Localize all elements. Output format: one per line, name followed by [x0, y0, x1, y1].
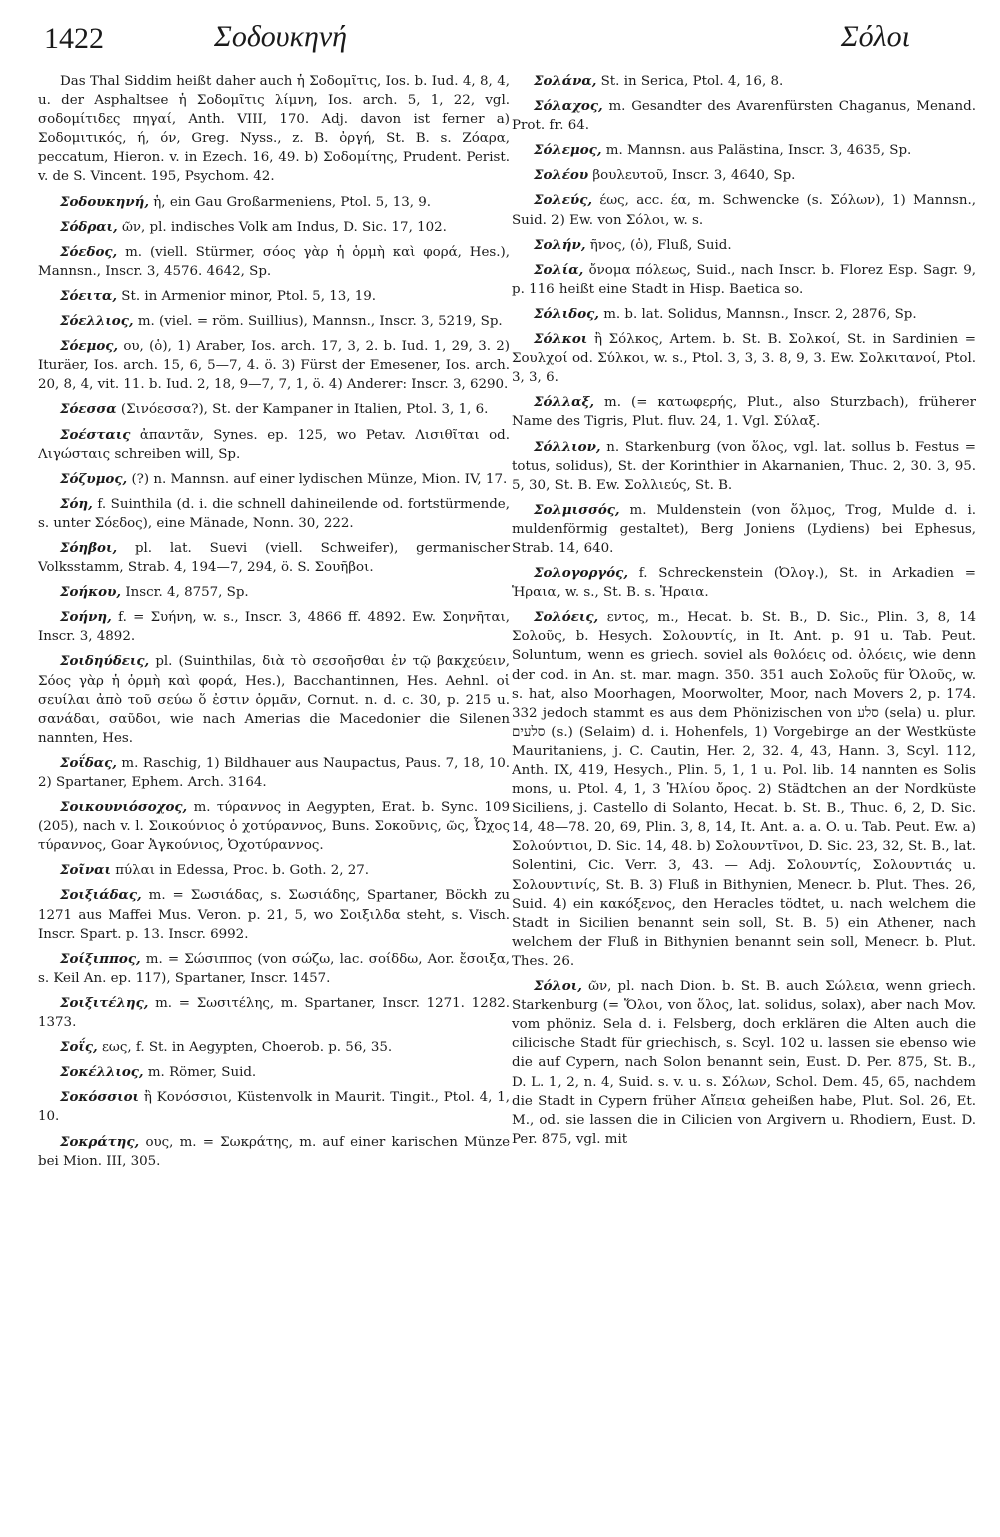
entry-text: m. Mannsn. aus Palästina, Inscr. 3, 4635, Sp.	[605, 143, 912, 159]
dictionary-entry	[512, 191, 976, 229]
entry-text: m. = Σωσιτέλης, m. Spartaner, Inscr. 1271. 1282. 1373.	[38, 995, 510, 1031]
entry-headword: Σόη,	[60, 495, 93, 512]
dictionary-entry	[38, 886, 510, 943]
entry-text: m. Gesandter des Avarenfürsten Chaganus, Menand. Prot. fr. 64.	[512, 99, 976, 134]
dictionary-entry	[512, 72, 976, 91]
dictionary-entry	[512, 330, 976, 387]
dictionary-entry	[38, 312, 510, 331]
dictionary-entry	[38, 994, 510, 1032]
entry-text: pl. lat. Suevi (viell. Schweifer), germanischer Volksstamm, Strab. 4, 194—7, 294, ö. S. Σουῆβοι.	[38, 540, 510, 576]
dictionary-entry	[38, 950, 510, 988]
entry-text: m. (viell. Stürmer, σόος γὰρ ἡ ὁρμὴ καὶ φορά, Hes.), Mannsn., Inscr. 3, 4576. 4642, Sp.	[38, 244, 510, 279]
dictionary-entry	[512, 305, 976, 324]
entry-text: ἡ, ein Gau Großarmeniens, Ptol. 5, 13, 9.	[153, 194, 432, 210]
entry-headword: Σοέσταις	[60, 426, 131, 443]
entry-text: ῶν, pl. indisches Volk am Indus, D. Sic. 17, 102.	[121, 219, 447, 235]
entry-headword: Σοικουνιόσοχος,	[60, 799, 188, 816]
entry-text: ὄνομα πόλεως, Suid., nach Inscr. b. Florez Esp. Sagr. 9, p. 116 heißt eine Stadt in Hisp. Baetica so.	[512, 262, 976, 297]
entry-headword: Σοήκου,	[60, 584, 122, 601]
entry-headword: Σόλεμος,	[534, 142, 602, 159]
entry-headword: Σόλκοι	[534, 331, 588, 348]
entry-headword: Σοιξιάδας,	[60, 887, 142, 904]
page-number: 1422	[44, 22, 104, 55]
entry-headword: Σολμισσός,	[534, 501, 620, 518]
entry-text: f. Schreckenstein (Ὀλογ.), St. in Arkadien = Ἡραια, w. s., St. B. s. Ἡραια.	[512, 566, 976, 601]
dictionary-entry	[38, 337, 510, 394]
entry-headword: Σόλαχος,	[534, 98, 603, 115]
left-running-headword: Σοδουκηνή	[214, 20, 348, 53]
entry-headword: Σόζυμος,	[60, 470, 128, 487]
entry-headword: Σόλλιον,	[534, 438, 601, 455]
page-header	[34, 14, 970, 62]
dictionary-entry	[512, 438, 976, 495]
entry-text: Inscr. 4, 8757, Sp.	[125, 585, 249, 601]
entry-headword: Σόεμος,	[60, 338, 119, 355]
dictionary-entry	[38, 798, 510, 855]
entry-text: pl. (Suinthilas, διὰ τὸ σεσοῆσθαι ἐν τῷ βακχεύειν, Σόος γὰρ ἡ ὁρμὴ καὶ φορά, Hes.), Bacchantinnen, Hes. Aehnl. οἱ σευίλαι ἀπὸ τοῦ σεύω ὅ ἐστιν ὁρμᾶν, Cornut. n. d. c. 30, p. 215 u. σανάδαι, σαῦδοι, wie nach Amerias die Macedonier die Silenen nannten, Hes.	[38, 654, 510, 746]
dictionary-entry	[38, 583, 510, 602]
entry-headword: Σοκέλλιος,	[60, 1064, 144, 1081]
entry-headword: Σόειτα,	[60, 287, 117, 304]
entry-headword: Σόλλαξ,	[534, 394, 595, 411]
entry-text: ἢ Σόλκος, Artem. b. St. B. Σολκοί, St. in Sardinien = Σουλχοί od. Σύλκοι, w. s., Ptol. 3, 3, 3. 8, 9, 3. Ew. Σολκιτανοί, Ptol. 3, 3, 6.	[512, 332, 976, 386]
entry-text: ῆνος, (ὁ), Fluß, Suid.	[589, 237, 732, 253]
entry-headword: Σόηβοι,	[60, 539, 118, 556]
right-running-headword: Σόλοι	[840, 20, 910, 53]
entry-text: βουλευτοῦ, Inscr. 3, 4640, Sp.	[592, 168, 796, 184]
entry-headword: Σοιδηύδεις,	[60, 653, 150, 670]
dictionary-entry	[512, 261, 976, 299]
dictionary-entry	[38, 1038, 510, 1057]
entry-text: n. Starkenburg (von ὅλος, vgl. lat. sollus b. Festus = totus, solidus), St. der Korinthier in Akarnanien, Thuc. 2, 30. 3, 95. 5, 30, St. B. Ew. Σολλιεύς, St. B.	[512, 439, 976, 493]
entry-headword: Σοΐδας,	[60, 754, 117, 771]
right-column	[512, 72, 976, 1527]
dictionary-entry	[512, 97, 976, 135]
entry-text: ου, (ὁ), 1) Araber, Ios. arch. 17, 3, 2. b. Iud. 1, 29, 3. 2) Ituräer, Ios. arch. 15, 6, 5—7, 4. ö. 3) Fürst der Emesener, Ios. arch. 20, 8, 4, vit. 11. b. Iud. 2, 18, 9—7, 7, 1, ö. 4) Anderer: Inscr. 3, 6290.	[38, 339, 510, 393]
entry-text: m. Raschig, 1) Bildhauer aus Naupactus, Paus. 7, 18, 10. 2) Spartaner, Ephem. Arch. 3164.	[38, 755, 510, 790]
entry-headword: Σοδουκηνή,	[60, 193, 150, 210]
dictionary-entry	[38, 754, 510, 792]
entry-text: ἢ Κονόσσιοι, Küstenvolk in Maurit. Tingit., Ptol. 4, 1, 10.	[38, 1090, 510, 1125]
entry-headword: Σοήνη,	[60, 609, 112, 626]
dictionary-entry	[38, 470, 510, 489]
entry-headword: Σολέου	[534, 167, 589, 184]
dictionary-entry	[38, 193, 510, 212]
entry-headword: Σόεσσα	[60, 401, 117, 418]
entry-headword: Σολεύς,	[534, 192, 593, 209]
dictionary-entry	[38, 218, 510, 237]
entry-headword: Σολήν,	[534, 236, 586, 253]
entry-text: m. τύραννος in Aegypten, Erat. b. Sync. 109 (205), nach v. l. Σοικούνιος ὁ χοτύραννος, Buns. Σοκοῦνις, ῶς, Ὦχος τύραννος, Goar Ἀγκούνιος, Ὀχοτύραννος.	[38, 800, 510, 854]
entry-headword: Σολογοργός,	[534, 565, 628, 582]
entry-text: ους, m. = Σωκράτης, m. auf einer karischen Münze bei Mion. III, 305.	[38, 1134, 510, 1169]
entry-headword: Σοῖναι	[60, 862, 111, 879]
entry-text: εντος, m., Hecat. b. St. B., D. Sic., Plin. 3, 8, 14 Σολοῦς, b. Hesych. Σολουντίς, in It. Ant. p. 91 u. Tab. Peut. Soluntum, wenn es griech. soviel als θολόεις od. ὀλόεις, wie denn der cod. in An. st. mar. magn. 350. 351 auch Σολοῦς für Ὀλοῦς, w. s. hat, also Moorhagen, Moorwolter, Moor, nach Movers 2, p. 174. 332 jedoch stammt es aus dem Phönizischen von סלע (sela) u. plur. סלעים (s.) (Selaim) d. i. Hohenfels, 1) Vorgebirge an der Westküste Mauritaniens, j. C. Cautin, Her. 2, 32. 4, 43, Hann. 3, Scyl. 112, Anth. IX, 419, Hesych., Plin. 5, 1, 1 u. Pol. lib. 14 nannten es Solis mons, u. Ptol. 4, 1, 3 Ἡλίου ὄρος. 2) Städtchen an der Nordküste Siciliens, j. Castello di Solanto, Hecat. b. St. B., Thuc. 6, 2, D. Sic. 14, 48—78. 20, 69, Plin. 3, 8, 14, It. Ant. a. a. O. u. Tab. Peut. Ew. a) Σολούντιοι, D. Sic. 14, 48. b) Σολουντῖνοι, D. Sic. 23, 32, St. B., lat. Solentini, Cic. Verr. 3, 43. — Adj. Σολουντίς, Σολουντιάς u. Σολουντινίς, St. B. 3) Fluß in Bithynien, Menecr. b. Plut. Thes. 26, Suid. 4) ein κακόξενος, den Heracles tödtet, u. nach welchem die Stadt in Sicilien benannt sein soll, St. B. 5) ein Athener, nach welchem der Fluß in Bithynien benannt sein soll, Menecr. b. Plut. Thes. 26.	[512, 610, 976, 969]
dictionary-entry	[38, 287, 510, 306]
entry-headword: Σόδραι,	[60, 218, 118, 235]
dictionary-entry	[38, 652, 510, 747]
entry-text: St. in Serica, Ptol. 4, 16, 8.	[600, 74, 784, 89]
dictionary-entry	[512, 166, 976, 185]
entry-headword: Σοκόσσιοι	[60, 1089, 140, 1106]
dictionary-entry	[38, 608, 510, 646]
entry-headword: Σόλοι,	[534, 978, 582, 995]
dictionary-entry	[512, 236, 976, 255]
dictionary-entry	[38, 1133, 510, 1171]
entry-headword: Σοίξιππος,	[60, 950, 141, 967]
entry-text: ῶν, pl. nach Dion. b. St. B. auch Σώλεια, wenn griech. Starkenburg (= Ὅλοι, von ὅλος, lat. solidus, solax), aber nach Mov. vom phöniz. Sela d. i. Felsberg, doch erklären die Alten auch die cilicische Stadt für griechisch, s. Scyl. 102 u. lassen sie ebenso wie die auf Cypern, nach Solon benannt sein, Eust. D. Per. 875, St. B., D. L. 1, 2, n. 4, Suid. s. v. u. s. Σόλων, Schol. Dem. 45, 65, nachdem die Stadt in Cypern früher Αἴπεια geheißen habe, Plut. Sol. 26, Et. M., od. sie lassen die in Cilicien von Argivern u. Rhodiern, Eust. D. Per. 875, vgl. mit	[512, 979, 976, 1147]
dictionary-entry	[38, 243, 510, 281]
entry-text: f. = Συήνη, w. s., Inscr. 3, 4866 ff. 4892. Ew. Σοηνῆται, Inscr. 3, 4892.	[38, 610, 510, 645]
dictionary-entry	[38, 1088, 510, 1126]
entry-text: ἀπαντᾶν, Synes. ep. 125, wo Petav. Λισιθῖται od. Λιγώσταις schreiben will, Sp.	[38, 427, 510, 462]
entry-text: έως, acc. έα, m. Schwencke (s. Σόλων), 1) Mannsn., Suid. 2) Ew. von Σόλοι, w. s.	[512, 193, 976, 228]
dictionary-entry	[512, 393, 976, 431]
entry-text: m. b. lat. Solidus, Mannsn., Inscr. 2, 2876, Sp.	[603, 306, 917, 322]
dictionary-entry	[38, 539, 510, 577]
dictionary-entry	[38, 72, 510, 187]
entry-text: St. in Armenior minor, Ptol. 5, 13, 19.	[121, 288, 377, 304]
entry-text: εως, f. St. in Aegypten, Choerob. p. 56, 35.	[101, 1040, 393, 1056]
dictionary-entry	[512, 977, 976, 1149]
entry-headword: Σολάνα,	[534, 73, 597, 89]
dictionary-entry	[38, 861, 510, 880]
entry-text: πύλαι in Edessa, Proc. b. Goth. 2, 27.	[115, 863, 370, 879]
entry-text: m. = Σώσιππος (von σώζω, lac. σοίδδω, Aor. ἔσοιξα, s. Keil An. ep. 117), Spartaner, Inscr. 1457.	[38, 951, 510, 986]
entry-text: (Σινόεσσα?), St. der Kampaner in Italien, Ptol. 3, 1, 6.	[120, 402, 489, 418]
dictionary-entry	[512, 564, 976, 602]
entry-text: m. Römer, Suid.	[147, 1065, 257, 1081]
entry-headword: Σοΐς,	[60, 1039, 98, 1056]
dictionary-entry	[512, 501, 976, 558]
entry-text: m. = Σωσιάδας, s. Σωσιάδης, Spartaner, Böckh zu 1271 aus Maffei Mus. Veron. p. 21, 5, wo Σοιξιλδα steht, s. Visch. Inscr. Spart. p. 13. Inscr. 6992.	[38, 888, 510, 942]
entry-text: f. Suinthila (d. i. die schnell dahineilende od. fortstürmende, s. unter Σόεδος), eine Mänade, Nonn. 30, 222.	[38, 496, 510, 531]
dictionary-entry	[38, 426, 510, 464]
entry-text: (?) n. Mannsn. auf einer lydischen Münze, Mion. IV, 17.	[131, 471, 508, 487]
left-column	[38, 72, 510, 1527]
entry-headword: Σοκράτης,	[60, 1133, 140, 1150]
entry-headword: Σολία,	[534, 261, 584, 278]
entry-text: m. Muldenstein (von ὅλμος, Trog, Mulde d. i. muldenförmig gestaltet), Berg Joniens (Lydiens) bei Ephesus, Strab. 14, 640.	[512, 502, 976, 556]
dictionary-entry	[38, 1063, 510, 1082]
dictionary-entry	[512, 141, 976, 160]
dictionary-entry	[512, 608, 976, 971]
entry-headword: Σοιξιτέλης,	[60, 994, 149, 1011]
dictionary-entry	[38, 400, 510, 419]
entry-text: m. (viel. = röm. Suillius), Mannsn., Inscr. 3, 5219, Sp.	[137, 314, 503, 330]
entry-headword: Σόελλιος,	[60, 313, 134, 330]
dictionary-entry	[38, 495, 510, 533]
entry-headword: Σόλιδος,	[534, 305, 599, 322]
entry-text: Das Thal Siddim heißt daher auch ἡ Σοδομῖτις, Ios. b. Iud. 4, 8, 4, u. der Asphaltsee ἡ Σοδομῖτις λίμνη, Ios. arch. 5, 1, 22, vgl. σοδομίτιδες πηγαί, Anth. VIII, 170. Adj. davon ist ferner a) Σοδομιτικός, ή, όν, Greg. Nyss., z. B. ὀργή, St. B. s. Ζόαρα, peccatum, Hieron. v. in Ezech. 16, 49. b) Σοδομίτης, Prudent. Perist. v. de S. Vincent. 195, Psychom. 42.	[38, 74, 510, 185]
entry-headword: Σολόεις,	[534, 609, 599, 626]
entry-headword: Σόεδος,	[60, 243, 118, 260]
entry-text: m. (= κατωφερής, Plut., also Sturzbach), früherer Name des Tigris, Plut. fluv. 24, 1. Vgl. Σύλαξ.	[512, 395, 976, 430]
